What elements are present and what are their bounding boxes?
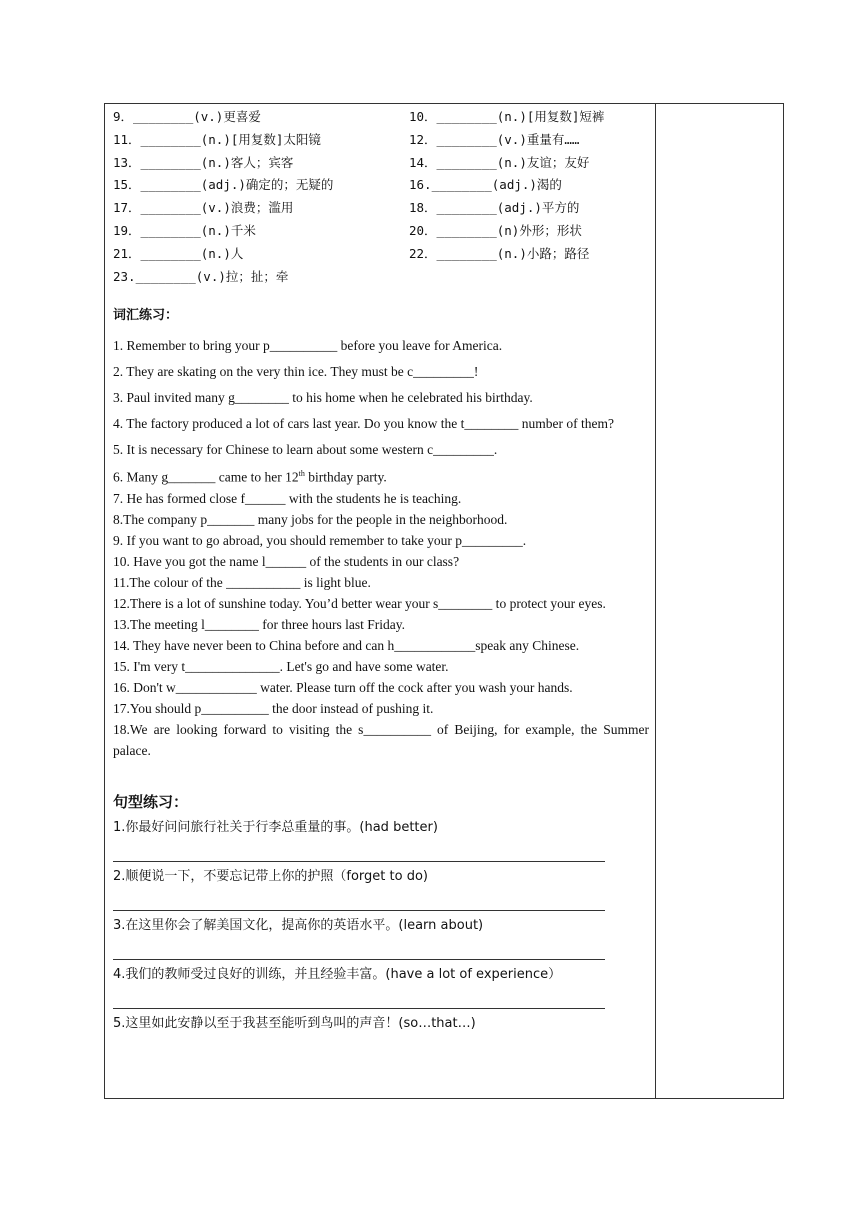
exercise-item: 12.There is a lot of sunshine today. You’d better wear your s________ to protect your eyes. xyxy=(113,595,606,611)
ordinal-suffix: th xyxy=(298,469,305,479)
vocab-item: 17．________(v.)浪费；滥用 xyxy=(113,200,294,216)
answer-line[interactable] xyxy=(113,937,605,960)
vocab-item: 10．________(n.)[用复数]短裤 xyxy=(409,109,605,124)
exercise-item: 8.The company p_______ many jobs for the people in the neighborhood. xyxy=(113,511,508,527)
vocabulary-list xyxy=(113,106,649,288)
vocab-item: 13．________(n.)客人；宾客 xyxy=(113,154,294,170)
answer-line[interactable] xyxy=(113,888,605,911)
vocab-item: 9．________(v.)更喜爱 xyxy=(113,109,261,124)
vocab-item: 22．________(n.)小路；路径 xyxy=(409,245,590,261)
sentence-practice-heading: 句型练习： xyxy=(113,792,189,811)
main-cell xyxy=(113,106,649,1035)
translation-prompt: 1.你最好问问旅行社关于行李总重量的事。(had better) xyxy=(113,819,438,835)
translation-prompt: 2.顺便说一下，不要忘记带上你的护照（forget to do) xyxy=(113,868,428,884)
exercise-item: 2. They are skating on the very thin ice. They must be c_________! xyxy=(113,364,479,380)
vocab-item: 23.________(v.)拉；扯；牵 xyxy=(113,268,289,284)
exercise-item: 11.The colour of the ___________ is light blue. xyxy=(113,574,371,590)
exercise-item: 4. The factory produced a lot of cars last year. Do you know the t________ number of them? xyxy=(113,416,614,432)
answer-line[interactable] xyxy=(113,986,605,1009)
exercise-item xyxy=(113,463,649,488)
translation-prompt: 3.在这里你会了解美国文化，提高你的英语水平。(learn about) xyxy=(113,917,484,933)
worksheet-table xyxy=(104,103,784,1099)
exercise-item: 5. It is necessary for Chinese to learn about some western c_________. xyxy=(113,442,498,458)
exercise-item: 13.The meeting l________ for three hours last Friday. xyxy=(113,616,405,632)
vocab-item: 16.________(adj.)渴的 xyxy=(409,177,562,193)
column-divider xyxy=(655,104,656,1098)
vocab-item: 20．________(n)外形；形状 xyxy=(409,222,582,238)
exercise-item: 3. Paul invited many g________ to his home when he celebrated his birthday. xyxy=(113,390,533,406)
vocab-item: 15．________(adj.)确定的；无疑的 xyxy=(113,177,334,193)
exercise-item: 17.You should p__________ the door instead of pushing it. xyxy=(113,700,434,716)
exercise-item: 14. They have never been to China before and can h____________speak any Chinese. xyxy=(113,637,580,653)
vocab-item: 11．________(n.)[用复数]太阳镜 xyxy=(113,131,321,147)
exercise-item: 7. He has formed close f______ with the students he is teaching. xyxy=(113,490,462,506)
exercise-item: 18.We are looking forward to visiting the s__________ of Beijing, for example, the Summer palace. xyxy=(113,721,649,758)
translation-prompt: 4.我们的教师受过良好的训练，并且经验丰富。(have a lot of experience） xyxy=(113,966,562,982)
answer-line[interactable] xyxy=(113,839,605,862)
exercise-text: 6. Many g_______ came to her 12 xyxy=(113,469,299,485)
vocab-item: 18．________(adj.)平方的 xyxy=(409,200,580,216)
exercise-item: 15. I'm very t______________. Let's go and have some water. xyxy=(113,658,449,674)
vocab-item: 19．________(n.)千米 xyxy=(113,222,256,238)
vocab-practice-heading: 词汇练习： xyxy=(113,308,179,324)
exercise-item: 9. If you want to go abroad, you should remember to take your p_________. xyxy=(113,532,527,548)
exercise-item: 16. Don't w____________ water. Please turn off the cock after you wash your hands. xyxy=(113,679,573,695)
vocab-item: 12．________(v.)重量有…… xyxy=(409,131,580,147)
exercise-text: birthday party. xyxy=(304,469,387,485)
vocab-item: 21．________(n.)人 xyxy=(113,245,244,261)
translation-prompt: 5.这里如此安静以至于我甚至能听到鸟叫的声音！(so…that…) xyxy=(113,1015,476,1031)
exercise-item: 10. Have you got the name l______ of the students in our class? xyxy=(113,553,460,569)
vocab-item: 14．________(n.)友谊；友好 xyxy=(409,154,590,170)
exercise-item: 1. Remember to bring your p__________ before you leave for America. xyxy=(113,338,503,354)
